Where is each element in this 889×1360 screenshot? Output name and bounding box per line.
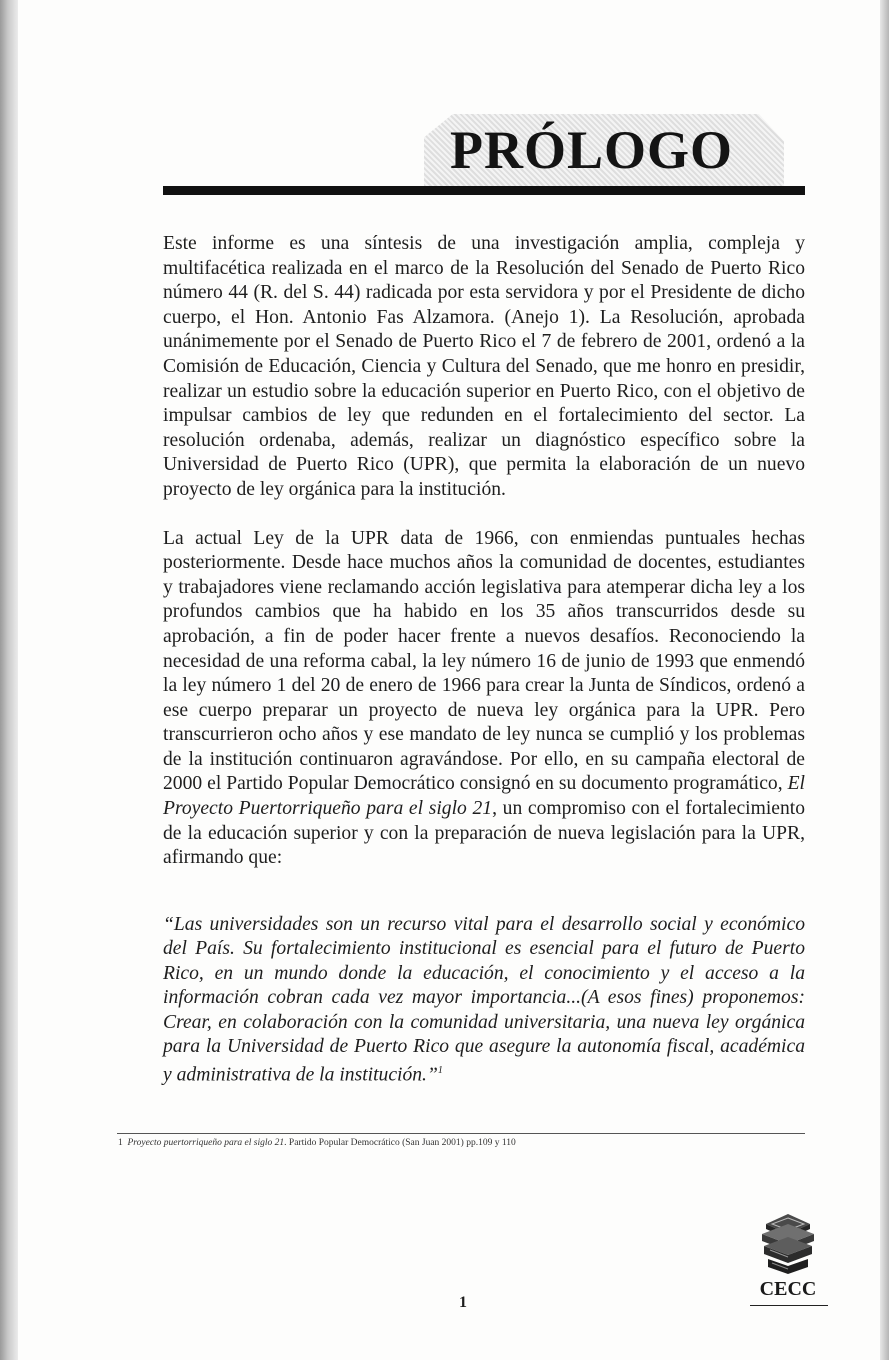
paragraph-1: Este informe es una síntesis de una investigación amplia, compleja y multifacética realizada en el marco de la Resolución del Senado de Puerto Rico número 44 (R. del S. 44) radicada por esta servidora y por el Presidente de dicho cuerpo, el Hon. Antonio Fas Alzamora. (Anejo 1). La Resolución, aprobada unánimemente por el Senado de Puerto Rico el 7 de febrero de 2001, ordenó a la Comisión de Educación, Ciencia y Cultura del Senado, que me honro en presidir, realizar un estudio sobre la educación superior en Puerto Rico, con el objetivo de impulsar cambios de ley que redunden en el fortalecimiento del sector. La resolución ordenaba, además, realizar un diagnóstico específico sobre la Universidad de Puerto Rico (UPR), que permita la elaboración de un nuevo proyecto de ley orgánica para la institución. — [163, 233, 805, 500]
page-title: PRÓLOGO — [450, 120, 734, 180]
quote-text: “Las universidades son un recurso vital para el desarrollo social y económico del País. Su fortalecimiento institucional es esencial para el futuro de Puerto Rico, en un mundo donde la educación, el conocimiento y el acceso a la información cobran cada vez mayor importancia...(A esos fines) proponemos: Crear, en colaboración con la comunidad universitaria, una nueva ley orgánica para la Universidad de Puerto Rico que asegure la autonomía fiscal, académica y administrativa de la institución.” — [163, 914, 805, 1086]
logo-underline — [750, 1305, 828, 1306]
quote-footnote-marker: 1 — [437, 1065, 443, 1077]
title-block — [420, 112, 800, 192]
paragraph-2 — [163, 527, 805, 871]
block-quote — [163, 913, 805, 1088]
footnote — [118, 1137, 808, 1149]
footnote-rule — [117, 1133, 805, 1134]
program-title: El Proyecto Puertorriqueño para el siglo 21 — [163, 773, 806, 820]
paragraph-2-text-after: , un compromiso con el fortalecimiento de la educación superior y con la preparación de nueva legislación para la UPR, afirmando que: — [163, 798, 805, 869]
footnote-number: 1 — [118, 1138, 123, 1148]
footnote-source-details: . Partido Popular Democrático (San Juan 2001) pp.109 y 110 — [284, 1138, 516, 1148]
paragraph-2-text-before: La actual Ley de la UPR data de 1966, con enmiendas puntuales hechas posteriormente. Desde hace muchos años la comunidad de docentes, estudiantes y trabajadores viene reclamando acción legislativa para atemperar dicha ley a los profundos cambios que ha habido en los 35 años transcurridos desde su aprobación, a fin de poder hacer frente a nuevos desafíos. Reconociendo la necesidad de una reforma cabal, la ley número 16 de junio de 1993 que enmendó la ley número 1 del 20 de enero de 1966 para crear la Junta de Síndicos, ordenó a ese cuerpo preparar un proyecto de nueva ley orgánica para la UPR. Pero transcurrieron ocho años y ese mandato de ley nunca se cumplió y los problemas de la institución continuaron agravándose. Por ello, en su campaña electoral de 2000 el Partido Popular Democrático consignó en su documento programático, — [163, 527, 805, 795]
title-rule — [163, 186, 805, 195]
footnote-source-title: Proyecto puertorriqueño para el siglo 21 — [127, 1138, 285, 1148]
body-text — [163, 232, 805, 895]
scan-left-edge — [0, 0, 18, 1360]
logo-text: CECC — [759, 1278, 817, 1300]
cecc-logo — [748, 1210, 828, 1315]
scan-right-edge — [880, 0, 889, 1360]
stacked-books-icon — [748, 1210, 828, 1278]
page-number: 1 — [459, 1294, 467, 1311]
